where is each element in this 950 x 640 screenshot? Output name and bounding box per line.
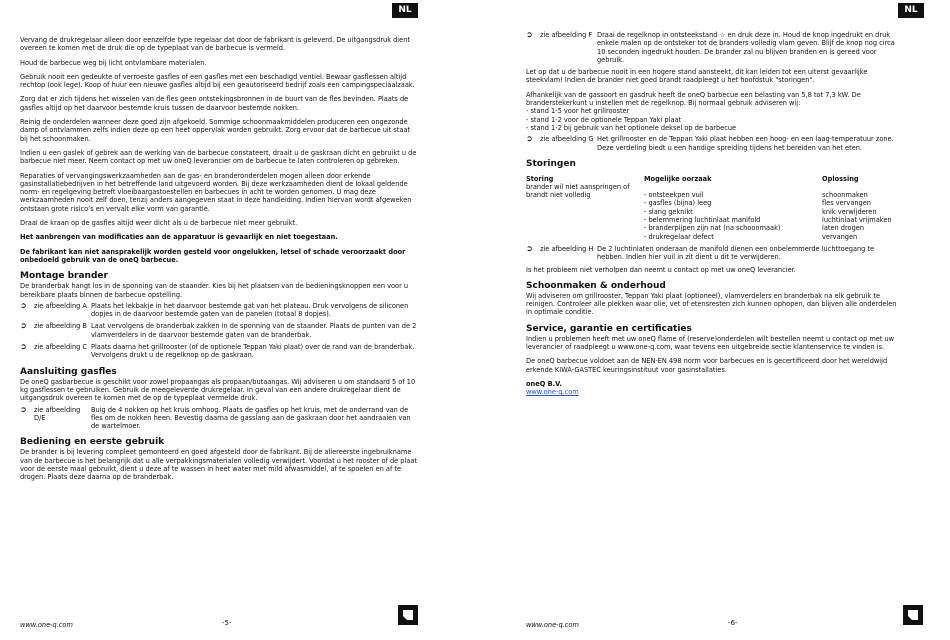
figure-label: zie afbeelding C: [34, 343, 88, 352]
oorzaak-cell: - slang geknikt: [644, 207, 693, 216]
figure-ref-b: [20, 322, 420, 339]
heading-aansluiting: Aansluiting gasfles: [20, 366, 117, 377]
page-number: -6-: [728, 619, 738, 627]
figure-label: zie afbeelding H: [540, 244, 594, 253]
figure-ref-c: [20, 343, 420, 360]
oplossing-cell: schoonmaken: [822, 191, 868, 200]
figure-text: Plaats daarna het grillrooster (of de optionele Teppan Yaki plaat) over de rand van de branderbak. Vervolgens drukt u de regelknop op de gaskraan.: [91, 343, 415, 360]
oplossing-cell: laten drogen: [822, 224, 864, 233]
probleem-text: Is het probleem niet verholpen dan neemt u contact op met uw oneQ leverancier.: [526, 265, 796, 274]
paragraph: Houd de barbecue weg bij licht ontvlambare materialen.: [20, 58, 207, 67]
schoonmaken-text: Wij adviseren om grillrooster, Teppan Yaki plaat (optioneel), vlamverdelers en branderbak na elk gebruik te reinigen. Controleer alle plekken waar olie, vet of etensresten zich kunnen ophopen, dan blijven alle onderdelen in optimale conditie.: [526, 291, 897, 317]
arrow-icon: ➲: [526, 243, 533, 253]
afhankelijk-text: Afhankelijk van de gassoort en gasdruk heeft de oneQ barbecue een belasting van 5,8 tot 7,3 kW. De branderstekerkunt u instellen met de regelknop. Bij normaal gebruik adviseren wij:: [526, 90, 861, 108]
montage-intro: De branderbak hangt los in de sponning van de staander. Kies bij het plaatsen van de bedieningsknoppen een voor u bereikbare plaats binnen de barbecue opstelling.: [20, 282, 409, 299]
oplossing-cell: luchtinlaat vrijmaken: [822, 216, 892, 225]
paragraph: Gebruik nooit een gedeukte of verroeste gasfles of een gasfles met een beschadigd ventiel. Bewaar gasflessen altijd rechtop (ook lege). Koop of huur een nieuwe gasfles altijd bij een geautoriseerd bedrijf zoals een campingspeciaalzaak.: [20, 72, 415, 90]
company-name: oneQ B.V.: [526, 379, 562, 388]
figure-label: zie afbeelding G: [540, 135, 594, 144]
page-right: [475, 0, 950, 640]
arrow-icon: ➲: [20, 342, 27, 352]
paragraph: Reinig de onderdelen wanneer deze goed zijn afgekoeld. Sommige schoonmaakmiddelen produceren een ongezonde damp of ontvlammen zelfs indien deze op een heet oppervlak worden gebruikt. Zorg ervoor dat de barbecue uit staat bij het schoonmaken.: [20, 118, 411, 143]
storingen-table: [526, 175, 901, 241]
col-header-oorzaak: Mogelijke oorzaak: [644, 174, 712, 183]
paragraph: Let op dat u de barbecue nooit in een hogere stand aansteekt, dit kan leiden tot een uiterst gevaarlijke steekvlam! Indien de brander niet goed brandt raadpleegt u het hoofdstuk "storingen".: [526, 68, 868, 85]
figure-ref-h: [526, 245, 901, 262]
paragraph: Draai de kraan op de gasfles altijd weer dicht als u de barbecue niet meer gebruikt.: [20, 219, 298, 228]
warning-modifications: Het aanbrengen van modificaties aan de apparatuur is gevaarlijk en niet toegestaan.: [20, 233, 338, 242]
bediening-text: De brander is bij levering compleet gemonteerd en goed afgesteld door de fabrikant. Bij de allereerste ingebruikname van de barbecue is het belangrijk dat u alle verpakkingsmaterialen volledig verwijdert. Voordat u het rooster of de plaat voor de eerste maal gebruikt, dient u deze af te wassen in heet water met mild afwasmiddel, af te spoelen en af te drogen. Plaats deze daarna op de branderbak.: [20, 448, 417, 482]
arrow-icon: ➲: [526, 134, 533, 144]
figure-ref-f: [526, 31, 901, 64]
figure-text: Plaats het lekbakje in het daarvoor bestemde gat van het plateau. Druk vervolgens de siliconen dopjes in de daarvoor bestemde gaten van de panelen (totaal 8 dopjes).: [91, 301, 409, 319]
stand-line: - stand 1-2 bij gebruik van het optionele deksel op de barbecue: [526, 123, 737, 132]
figure-text: Het grillrooster en de Teppan Yaki plaat hebben een hoog- en een laag-temperatuur zone. Deze verdeling biedt u een handige spreiding tijdens het bereiden van het eten.: [597, 135, 894, 152]
page-number: -5-: [222, 619, 232, 627]
service-text: Indien u problemen heeft met uw oneQ flame of (reserve)onderdelen wilt bestellen neemt u contact op met uw leverancier of raadpleegt u www.one-q.com, waar tevens een uitgebreide sectie klantenservice te vinden is.: [526, 334, 895, 352]
storing-cell: brander wil niet aanspringen of brandt niet volledig: [526, 183, 630, 200]
oorzaak-cell: - ontsteekpen vuil: [644, 191, 704, 200]
figure-ref-de: [20, 406, 420, 431]
footer-url: www.one-q.com: [20, 621, 73, 629]
arrow-icon: ➲: [526, 30, 533, 39]
warning-liability: De fabrikant kan niet aansprakelijk worden gesteld voor ongelukken, letsel of schade veroorzaakt door onbedoeld gebruik van de oneQ barbecue.: [20, 247, 406, 264]
oneq-logo-icon: [903, 605, 923, 625]
certification-text: De oneQ barbecue voldoet aan de NEN-EN 498 norm voor barbecues en is gecertificeerd door het wereldwijd erkende KIWA-GASTEC keuringsinstituut voor gasinstallaties.: [526, 357, 888, 374]
oorzaak-cell: - branderpijpen zijn nat (na schoonmaak): [644, 224, 781, 233]
right-content: [526, 31, 901, 397]
figure-text: Draai de regelknop in ontsteekstand ☆ en druk deze in. Houd de knop ingedrukt en druk enkele malen op de ontsteker tot de branders volledig vlam geven. Blijf de knop nog circa 10 seconden ingedrukt houden. De brander zal nu blijven branden en is gereed voor gebruik.: [597, 31, 895, 64]
left-content: [20, 36, 420, 488]
figure-label: zie afbeelding A: [34, 301, 87, 310]
language-badge: NL: [392, 3, 418, 18]
col-header-storing: Storing: [526, 174, 554, 183]
figure-label: zie afbeelding F: [540, 31, 593, 39]
language-badge: NL: [898, 3, 924, 18]
oplossing-cell: fles vervangen: [822, 199, 871, 208]
paragraph: Zorg dat er zich tijdens het wisselen van de fles geen ontstekingsbronnen in de buurt van de fles bevinden. Plaats de gasfles altijd op het daarvoor bestemde kruis tussen de daarvoor bestemde nokken.: [20, 95, 409, 112]
oorzaak-cell: - belemmering luchtinlaat manifold: [644, 216, 761, 225]
paragraph: Vervang de drukregelaar alleen door eenzelfde type regelaar dat door de fabrikant is geleverd. De uitgangsdruk dient overeen te komen met de druk die op de typeplaat van de barbecue is vermeld.: [20, 36, 410, 53]
oneq-logo-icon: [398, 605, 418, 625]
paragraph: Reparaties of vervangingswerkzaamheden aan de gas- en branderonderdelen mogen alleen door erkende gasinstallatiebedrijven in het betreffende land uitgevoerd worden. Bij deze werkzaamheden dient de lokaal geldende norm- en regelgeving betreft vloeibaargastoestellen en barbecues in acht te worden genomen. U mag deze werkzaamheden nooit zelf doen, tenzij anders aangegeven staat in deze handleiding. Indien hiervan wordt afgeweken ontstaan grote risico’s en vervalt elke vorm van garantie.: [20, 171, 412, 213]
figure-ref-a: [20, 302, 420, 319]
arrow-icon: ➲: [20, 300, 27, 310]
figure-label: zie afbeelding D/E: [34, 405, 81, 422]
figure-ref-g: [526, 135, 901, 152]
aansluiting-intro: De oneQ gasbarbecue is geschikt voor zowel propaangas als propaan/butaangas. Wij adviseren u om standaard 5 of 10 kg gasflessen te gebruiken. Gebruik de meegeleverde drukregelaar. In geval van een andere drukregelaar dient de uitgangsdruk overeen te komen met de op de typeplaat vermelde druk.: [20, 377, 416, 403]
col-header-oplossing: Oplossing: [822, 174, 859, 183]
heading-service: Service, garantie en certificaties: [526, 323, 692, 334]
oplossing-cell: knik verwijderen: [822, 207, 877, 216]
paragraph: Indien u een gaslek of gebrek aan de werking van de barbecue constateert, draait u de gaskraan dicht en gebruikt u de barbecue niet meer. Neem contact op met uw oneQ leverancier om de barbecue te laten controleren op gebreken.: [20, 148, 417, 166]
footer-url: www.one-q.com: [526, 621, 579, 629]
figure-text: Laat vervolgens de branderbak zakken in de sponning van de staander. Plaats de punten van de 2 vlamverdelers in de daarvoor bestemde gaten van de branderbak.: [91, 322, 417, 339]
figure-text: De 2 luchtinlaten onderaan de manifold dienen een onbelemmerde luchttoegang te hebben. Indien hier vuil in zit dient u dit te verwijderen.: [597, 244, 875, 262]
heading-montage: Montage brander: [20, 271, 108, 282]
oorzaak-cell: - drukregelaar defect: [644, 232, 714, 241]
heading-bediening: Bediening en eerste gebruik: [20, 437, 165, 448]
figure-text: Buig de 4 nokken op het kruis omhoog. Plaats de gasfles op het kruis, met de onderrand van de fles om de nokken heen. Bevestig daarna de gasslang aan de gaskraan door het aandraaien van de wartelmoer.: [91, 405, 411, 431]
figure-label: zie afbeelding B: [34, 322, 87, 331]
stand-line: - stand 1-5 voor het grillrooster: [526, 107, 630, 116]
heading-schoonmaken: Schoonmaken & onderhoud: [526, 280, 666, 291]
oorzaak-cell: - gasfles (bijna) leeg: [644, 199, 712, 208]
oplossing-cell: vervangen: [822, 232, 858, 241]
company-link[interactable]: www.one-q.com: [526, 388, 579, 397]
heading-storingen: Storingen: [526, 158, 576, 169]
arrow-icon: ➲: [20, 404, 27, 414]
arrow-icon: ➲: [20, 321, 27, 331]
stand-line: - stand 1-2 voor de optionele Teppan Yaki plaat: [526, 115, 682, 124]
